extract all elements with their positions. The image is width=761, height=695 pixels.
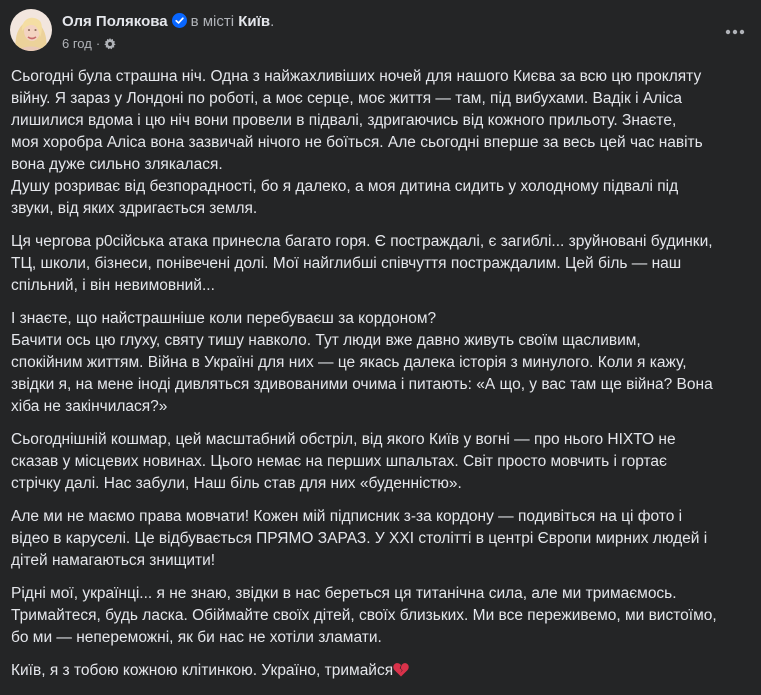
text-line: спільний, і він невимовний... (11, 277, 215, 294)
text-line: Тримайтеся, будь ласка. Обіймайте своїх дітей, своїх близьких. Ми все переживемо, ми вистоїмо, (11, 607, 717, 624)
post-timestamp[interactable]: 6 год (62, 36, 92, 51)
text-line: відео в каруселі. Це відбувається ПРЯМО ЗАРАЗ. У XXI столітті в центрі Європи мирних людей і (11, 530, 708, 547)
verified-badge-icon (172, 13, 187, 34)
more-dots-icon (725, 29, 745, 35)
text-line: Сьогоднішній кошмар, цей масштабний обстріл, від якого Київ у вогні — про нього НІХТО не (11, 431, 676, 448)
text-line: лишилися вдома і цю ніч вони провели в підвалі, здригаючись від кожного прильоту. Знаєте, (11, 112, 677, 129)
meta-separator: · (95, 36, 101, 51)
author-avatar[interactable] (10, 9, 52, 51)
text-line: стрічку далі. Нас забули, Наш біль став для них «буденністю». (11, 475, 462, 492)
text-line: Бачити ось цю глуху, святу тишу навколо. Тут люди вже давно живуть своїм щасливим, (11, 332, 641, 349)
post-body (11, 66, 755, 695)
more-options-button[interactable] (719, 16, 751, 48)
author-name[interactable]: Оля Полякова (62, 13, 168, 30)
text-line: Рідні мої, українці... я не знаю, звідки в нас береться ця титанічна сила, але ми тримаємось. (11, 585, 677, 602)
location-city[interactable]: Київ (238, 13, 271, 30)
text-line: Душу розриває від безпорадності, бо я далеко, а моя дитина сидить у холодному підвалі під (11, 178, 679, 195)
text-line: ТЦ, школи, бізнеси, понівечені долі. Мої найглибші співчуття постраждалим. Цей біль — наш (11, 255, 682, 272)
text-line: звуки, від яких здригається земля. (11, 200, 258, 217)
post-closing (11, 660, 755, 684)
avatar-image (10, 9, 52, 51)
post-header (0, 0, 761, 64)
text-line: Ця чергова р0сійська атака принесла багато горя. Є постраждалі, є загиблі... зруйновані будинки, (11, 233, 713, 250)
broken-heart-icon (393, 662, 409, 684)
text-line: Але ми не маємо права мовчати! Кожен мій підписник з-за кордону — подивіться на ці фото і (11, 508, 683, 525)
post-meta (62, 35, 116, 55)
post-paragraph-5 (11, 506, 755, 572)
text-line: сказав у місцевих новинах. Цього немає на перших шпальтах. Світ просто мовчить і гортає (11, 453, 667, 470)
text-line: спокійним життям. Війна в Україні для них — це якась далека історія з минулого. Коли я кажу, (11, 354, 687, 371)
text-line: вона дуже сильно злякалася. (11, 156, 223, 173)
post-paragraph-1 (11, 66, 755, 220)
post-paragraph-3 (11, 308, 755, 418)
ukraine-flag-icon (410, 664, 426, 676)
author-line (62, 12, 274, 34)
text-line: звідки я, на мене іноді дивляться здивованими очима і питають: «А що, у вас там ще війна? Вона (11, 376, 713, 393)
text-line: бо ми — непереможні, як би нас не хотіли зламати. (11, 629, 382, 646)
post-paragraph-4 (11, 429, 755, 495)
post-paragraph-6 (11, 583, 755, 649)
text-line: війну. Я зараз у Лондоні по роботі, а моє серце, моє життя — там, під вибухами. Вадік і Аліса (11, 90, 683, 107)
text-line: дітей намагаються знищити! (11, 552, 216, 569)
text-line: хіба не закінчилася?» (11, 398, 168, 415)
location-suffix: . (270, 13, 275, 30)
post-paragraph-2 (11, 231, 755, 297)
closing-line: Київ, я з тобою кожною клітинкою. Україно, тримайся (11, 662, 394, 679)
location-prefix: в місті (190, 13, 235, 30)
text-line: моя хоробра Аліса вона зазвичай нічого не боїться. Але сьогодні вперше за весь цей час навіть (11, 134, 703, 151)
text-line: І знаєте, що найстрашніше коли перебуваєш за кордоном? (11, 310, 437, 327)
privacy-gear-icon[interactable] (104, 37, 116, 55)
text-line: Сьогодні була страшна ніч. Одна з найжахливіших ночей для нашого Києва за всю цю прокляту (11, 68, 702, 85)
